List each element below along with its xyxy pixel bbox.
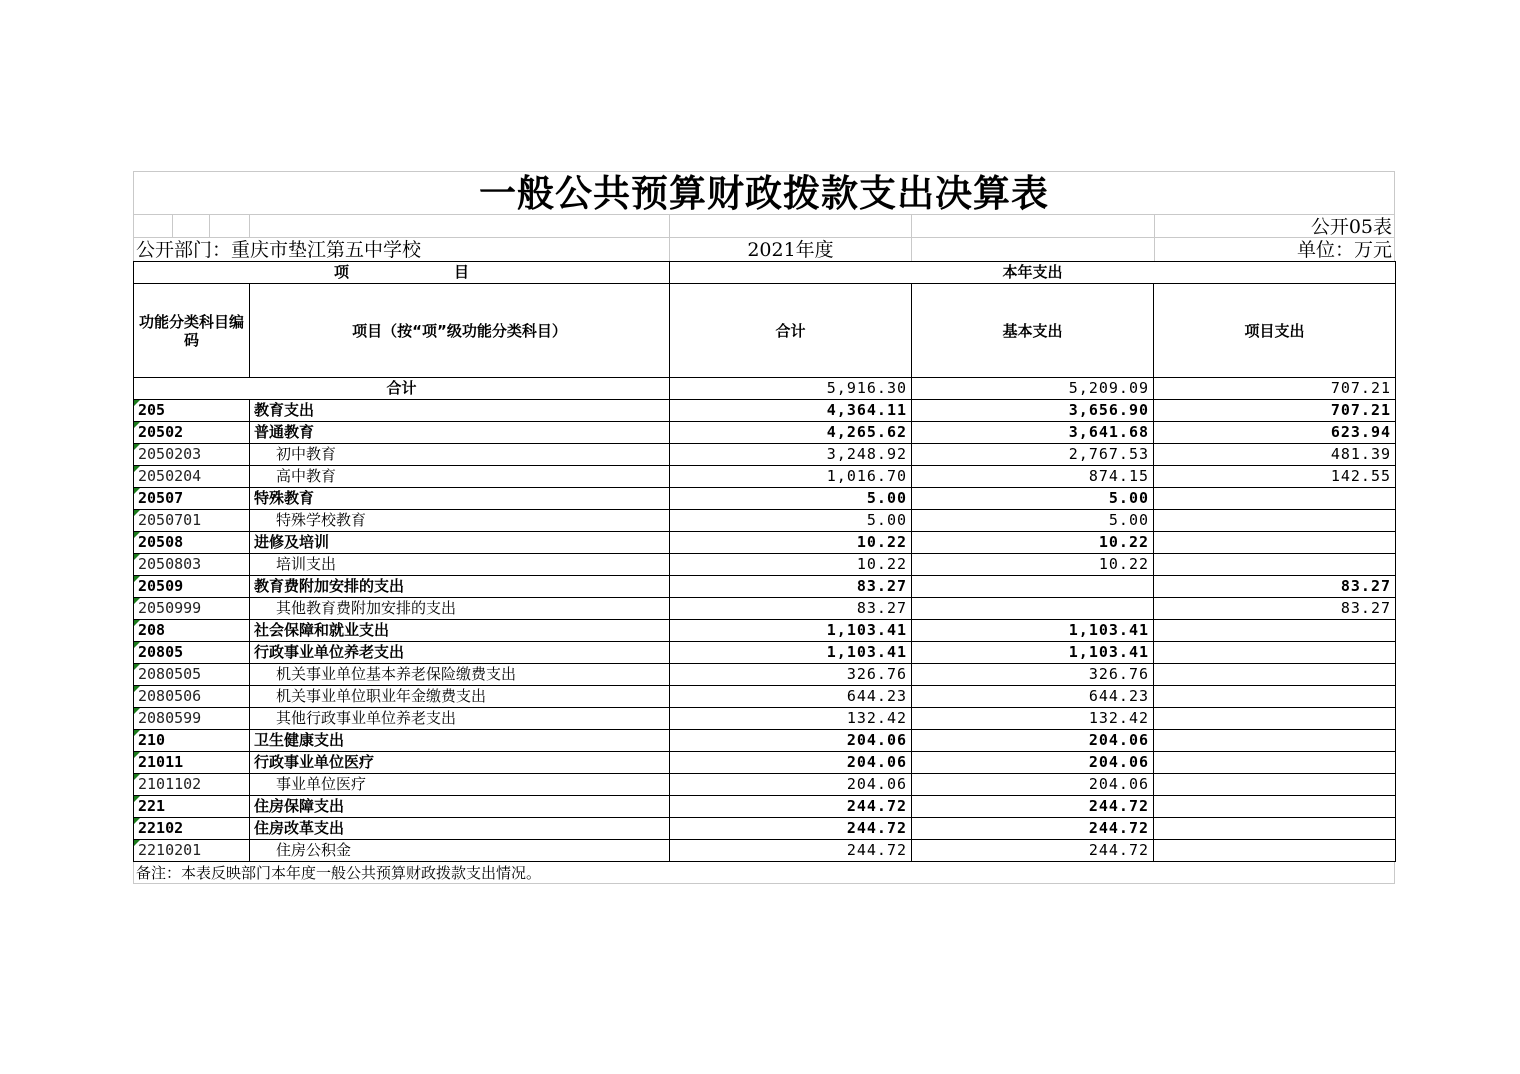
row-total: 244.72 xyxy=(670,818,912,840)
row-code: 2080599 xyxy=(134,708,250,730)
table-row xyxy=(134,532,1396,554)
budget-table xyxy=(133,261,1396,862)
row-total: 244.72 xyxy=(670,840,912,862)
row-name: 特殊教育 xyxy=(250,488,670,510)
table-row xyxy=(134,400,1396,422)
unit-label: 单位：万元 xyxy=(1296,239,1392,261)
row-basic: 204.06 xyxy=(912,774,1154,796)
table-row xyxy=(134,598,1396,620)
row-total: 1,103.41 xyxy=(670,620,912,642)
table-row xyxy=(134,620,1396,642)
row-total: 244.72 xyxy=(670,796,912,818)
row-project xyxy=(1154,488,1396,510)
table-row xyxy=(134,664,1396,686)
table-number-row xyxy=(133,216,1395,238)
row-basic: 3,641.68 xyxy=(912,422,1154,444)
row-name: 住房公积金 xyxy=(250,840,670,862)
total-sum: 5,916.30 xyxy=(670,378,912,400)
row-project: 142.55 xyxy=(1154,466,1396,488)
row-total: 10.22 xyxy=(670,532,912,554)
row-project xyxy=(1154,664,1396,686)
row-project xyxy=(1154,686,1396,708)
row-name: 住房保障支出 xyxy=(250,796,670,818)
row-code: 205 xyxy=(134,400,250,422)
row-project xyxy=(1154,774,1396,796)
row-total: 204.06 xyxy=(670,774,912,796)
row-code: 20508 xyxy=(134,532,250,554)
row-name: 行政事业单位养老支出 xyxy=(250,642,670,664)
row-total: 3,248.92 xyxy=(670,444,912,466)
row-total: 132.42 xyxy=(670,708,912,730)
row-code: 2050204 xyxy=(134,466,250,488)
row-basic: 3,656.90 xyxy=(912,400,1154,422)
row-basic: 132.42 xyxy=(912,708,1154,730)
row-basic xyxy=(912,598,1154,620)
row-name: 住房改革支出 xyxy=(250,818,670,840)
row-name: 教育支出 xyxy=(250,400,670,422)
row-total: 204.06 xyxy=(670,730,912,752)
row-basic: 10.22 xyxy=(912,554,1154,576)
table-number: 公开05表 xyxy=(1310,216,1392,238)
row-total: 1,103.41 xyxy=(670,642,912,664)
row-code: 2050203 xyxy=(134,444,250,466)
header-row-1 xyxy=(134,262,1396,284)
row-basic: 244.72 xyxy=(912,796,1154,818)
row-name: 机关事业单位职业年金缴费支出 xyxy=(250,686,670,708)
row-code: 2080506 xyxy=(134,686,250,708)
row-code: 20502 xyxy=(134,422,250,444)
row-name: 特殊学校教育 xyxy=(250,510,670,532)
row-total: 5.00 xyxy=(670,510,912,532)
row-basic: 5.00 xyxy=(912,510,1154,532)
table-row xyxy=(134,730,1396,752)
table-row xyxy=(134,818,1396,840)
table-row xyxy=(134,576,1396,598)
header-basic: 基本支出 xyxy=(912,284,1154,378)
total-project: 707.21 xyxy=(1154,378,1396,400)
table-row xyxy=(134,686,1396,708)
row-name: 进修及培训 xyxy=(250,532,670,554)
row-code: 2080505 xyxy=(134,664,250,686)
row-basic: 1,103.41 xyxy=(912,642,1154,664)
row-name: 其他教育费附加安排的支出 xyxy=(250,598,670,620)
row-name: 初中教育 xyxy=(250,444,670,466)
row-project: 83.27 xyxy=(1154,598,1396,620)
header-row-2 xyxy=(134,284,1396,378)
row-basic: 874.15 xyxy=(912,466,1154,488)
table-row xyxy=(134,796,1396,818)
row-name: 其他行政事业单位养老支出 xyxy=(250,708,670,730)
row-code: 22102 xyxy=(134,818,250,840)
row-project: 83.27 xyxy=(1154,576,1396,598)
row-code: 20805 xyxy=(134,642,250,664)
row-basic: 1,103.41 xyxy=(912,620,1154,642)
row-basic: 204.06 xyxy=(912,730,1154,752)
total-label: 合计 xyxy=(134,378,670,400)
row-total: 4,364.11 xyxy=(670,400,912,422)
row-basic: 644.23 xyxy=(912,686,1154,708)
header-total: 合计 xyxy=(670,284,912,378)
table-row xyxy=(134,840,1396,862)
row-name: 培训支出 xyxy=(250,554,670,576)
row-basic: 244.72 xyxy=(912,818,1154,840)
row-name: 普通教育 xyxy=(250,422,670,444)
row-name: 教育费附加安排的支出 xyxy=(250,576,670,598)
row-code: 2210201 xyxy=(134,840,250,862)
row-project xyxy=(1154,554,1396,576)
row-project xyxy=(1154,730,1396,752)
header-item: 项 目 xyxy=(134,262,670,284)
row-name: 卫生健康支出 xyxy=(250,730,670,752)
row-project xyxy=(1154,532,1396,554)
row-project xyxy=(1154,818,1396,840)
row-project xyxy=(1154,840,1396,862)
header-project: 项目支出 xyxy=(1154,284,1396,378)
row-total: 10.22 xyxy=(670,554,912,576)
total-row xyxy=(134,378,1396,400)
table-row xyxy=(134,488,1396,510)
row-code: 221 xyxy=(134,796,250,818)
page-title: 一般公共预算财政拨款支出决算表 xyxy=(479,172,1049,215)
row-project: 707.21 xyxy=(1154,400,1396,422)
row-total: 1,016.70 xyxy=(670,466,912,488)
table-row xyxy=(134,422,1396,444)
row-total: 4,265.62 xyxy=(670,422,912,444)
row-code: 210 xyxy=(134,730,250,752)
row-code: 2050999 xyxy=(134,598,250,620)
table-row xyxy=(134,774,1396,796)
row-code: 208 xyxy=(134,620,250,642)
meta-row xyxy=(133,239,1395,261)
row-total: 83.27 xyxy=(670,598,912,620)
row-basic: 2,767.53 xyxy=(912,444,1154,466)
row-code: 2050803 xyxy=(134,554,250,576)
row-project xyxy=(1154,708,1396,730)
row-name: 行政事业单位医疗 xyxy=(250,752,670,774)
row-project xyxy=(1154,620,1396,642)
table-row xyxy=(134,708,1396,730)
row-total: 644.23 xyxy=(670,686,912,708)
table-row xyxy=(134,444,1396,466)
table-row xyxy=(134,554,1396,576)
row-code: 2101102 xyxy=(134,774,250,796)
row-name: 事业单位医疗 xyxy=(250,774,670,796)
row-project xyxy=(1154,752,1396,774)
table-row xyxy=(134,752,1396,774)
row-basic: 326.76 xyxy=(912,664,1154,686)
row-total: 326.76 xyxy=(670,664,912,686)
header-current-year: 本年支出 xyxy=(670,262,1396,284)
header-name: 项目（按“项”级功能分类科目） xyxy=(250,284,670,378)
row-code: 21011 xyxy=(134,752,250,774)
row-project: 623.94 xyxy=(1154,422,1396,444)
table-row xyxy=(134,510,1396,532)
row-total: 204.06 xyxy=(670,752,912,774)
row-basic: 244.72 xyxy=(912,840,1154,862)
total-basic: 5,209.09 xyxy=(912,378,1154,400)
row-project xyxy=(1154,510,1396,532)
row-basic xyxy=(912,576,1154,598)
table-row xyxy=(134,466,1396,488)
row-code: 20507 xyxy=(134,488,250,510)
table-row xyxy=(134,642,1396,664)
row-project xyxy=(1154,642,1396,664)
row-basic: 204.06 xyxy=(912,752,1154,774)
row-basic: 10.22 xyxy=(912,532,1154,554)
row-total: 5.00 xyxy=(670,488,912,510)
row-total: 83.27 xyxy=(670,576,912,598)
row-project: 481.39 xyxy=(1154,444,1396,466)
row-basic: 5.00 xyxy=(912,488,1154,510)
row-name: 机关事业单位基本养老保险缴费支出 xyxy=(250,664,670,686)
header-code: 功能分类科目编码 xyxy=(134,284,250,378)
row-name: 社会保障和就业支出 xyxy=(250,620,670,642)
row-project xyxy=(1154,796,1396,818)
row-name: 高中教育 xyxy=(250,466,670,488)
row-code: 20509 xyxy=(134,576,250,598)
table-note: 备注：本表反映部门本年度一般公共预算财政拨款支出情况。 xyxy=(133,862,1395,884)
department-label: 公开部门：重庆市垫江第五中学校 xyxy=(136,239,422,261)
fiscal-year: 2021年度 xyxy=(747,239,834,261)
row-code: 2050701 xyxy=(134,510,250,532)
